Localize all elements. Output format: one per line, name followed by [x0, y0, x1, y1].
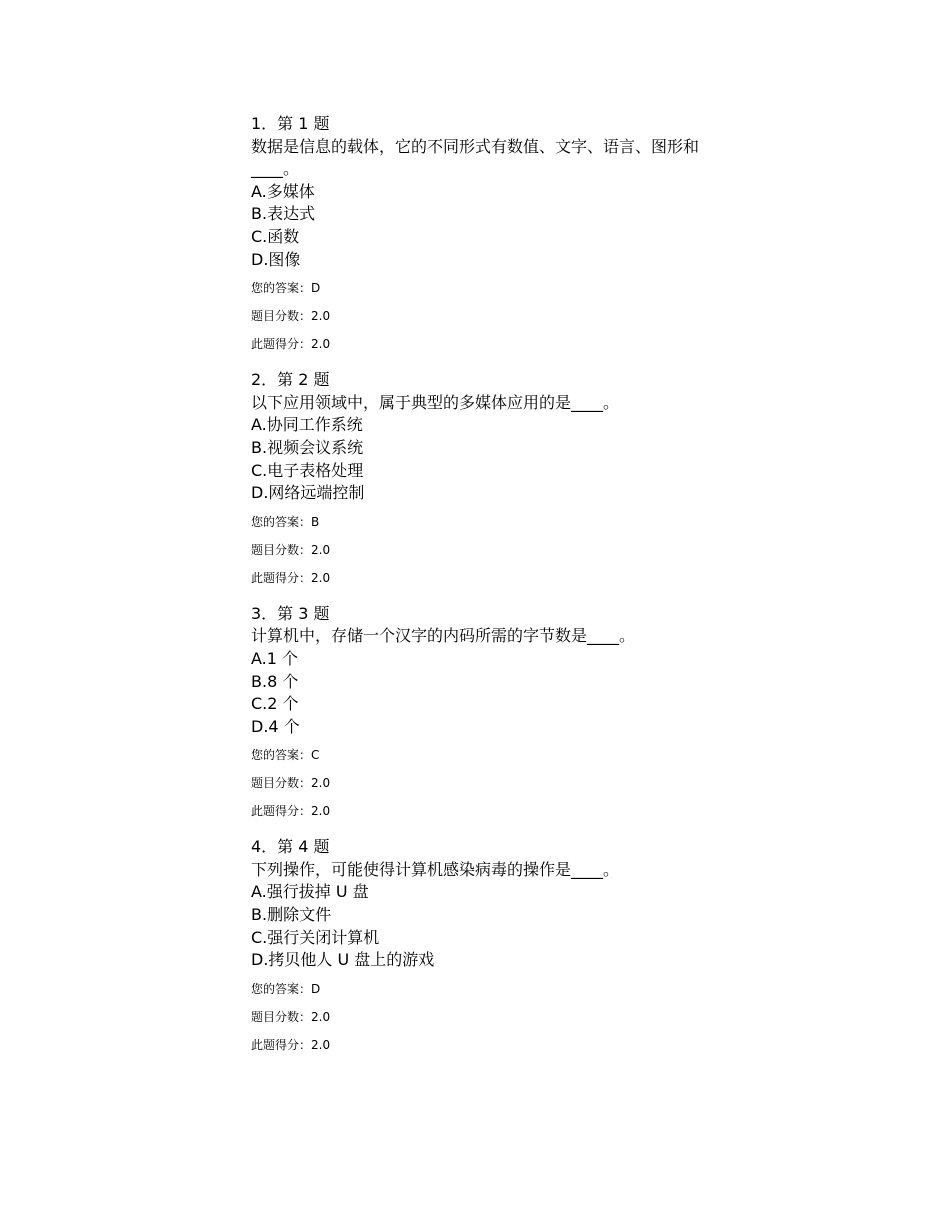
question-score-label: 题目分数：	[251, 542, 312, 557]
question-4	[251, 836, 711, 1059]
option-a: A.1 个	[251, 648, 299, 668]
option-d: D.网络远端控制	[251, 483, 365, 503]
question-2	[251, 369, 711, 592]
question-score-line	[251, 302, 711, 330]
option-c: C.电子表格处理	[251, 460, 364, 480]
question-score-label: 题目分数：	[251, 1009, 312, 1024]
earned-score-line	[251, 564, 711, 592]
question-stem: 以下应用领域中，属于典型的多媒体应用的是____。	[251, 392, 620, 412]
option-b: B.删除文件	[251, 905, 332, 925]
question-heading: 3．第 3 题	[251, 603, 330, 623]
your-answer-line	[251, 975, 711, 1003]
question-score-line	[251, 536, 711, 564]
option-b: B.8 个	[251, 671, 299, 691]
your-answer-label: 您的答案：	[251, 281, 312, 296]
earned-score-label: 此题得分：	[251, 1037, 312, 1052]
your-answer-line	[251, 274, 711, 302]
option-a: A.多媒体	[251, 181, 315, 201]
your-answer-line	[251, 508, 711, 536]
your-answer-line	[251, 741, 711, 769]
earned-score-value: 2.0	[311, 804, 331, 819]
earned-score-line	[251, 1031, 711, 1059]
question-score-label: 题目分数：	[251, 309, 312, 324]
your-answer-label: 您的答案：	[251, 981, 312, 996]
quiz-document	[251, 113, 711, 1070]
earned-score-line	[251, 797, 711, 825]
earned-score-line	[251, 330, 711, 358]
earned-score-label: 此题得分：	[251, 804, 312, 819]
option-d: D.4 个	[251, 716, 300, 736]
question-score-label: 题目分数：	[251, 776, 312, 791]
earned-score-value: 2.0	[311, 570, 331, 585]
your-answer-value: D	[311, 981, 321, 996]
your-answer-value: C	[311, 748, 320, 763]
earned-score-value: 2.0	[311, 1037, 331, 1052]
option-a: A.协同工作系统	[251, 415, 363, 435]
question-score-value: 2.0	[311, 776, 331, 791]
question-score-value: 2.0	[311, 1009, 331, 1024]
question-3	[251, 603, 711, 826]
option-d: D.拷贝他人 U 盘上的游戏	[251, 950, 435, 970]
option-c: C.2 个	[251, 694, 299, 714]
option-a: A.强行拔掉 U 盘	[251, 882, 369, 902]
earned-score-value: 2.0	[311, 337, 331, 352]
earned-score-label: 此题得分：	[251, 570, 312, 585]
question-stem: 计算机中，存储一个汉字的内码所需的字节数是____。	[251, 626, 636, 646]
your-answer-label: 您的答案：	[251, 748, 312, 763]
question-stem: 下列操作，可能使得计算机感染病毒的操作是____。	[251, 859, 620, 879]
question-score-value: 2.0	[311, 309, 331, 324]
question-score-line	[251, 769, 711, 797]
question-heading: 1．第 1 题	[251, 114, 330, 133]
option-c: C.函数	[251, 226, 300, 246]
question-score-value: 2.0	[311, 542, 331, 557]
question-score-line	[251, 1003, 711, 1031]
earned-score-label: 此题得分：	[251, 337, 312, 352]
option-b: B.视频会议系统	[251, 437, 364, 457]
option-b: B.表达式	[251, 204, 316, 224]
your-answer-value: B	[311, 514, 320, 529]
question-heading: 4．第 4 题	[251, 837, 330, 857]
your-answer-value: D	[311, 281, 321, 296]
question-heading: 2．第 2 题	[251, 370, 330, 390]
option-c: C.强行关闭计算机	[251, 927, 380, 947]
option-d: D.图像	[251, 249, 301, 269]
your-answer-label: 您的答案：	[251, 514, 312, 529]
question-1	[251, 113, 711, 358]
question-stem: 数据是信息的载体，它的不同形式有数值、文字、语言、图形和____。	[251, 136, 700, 179]
